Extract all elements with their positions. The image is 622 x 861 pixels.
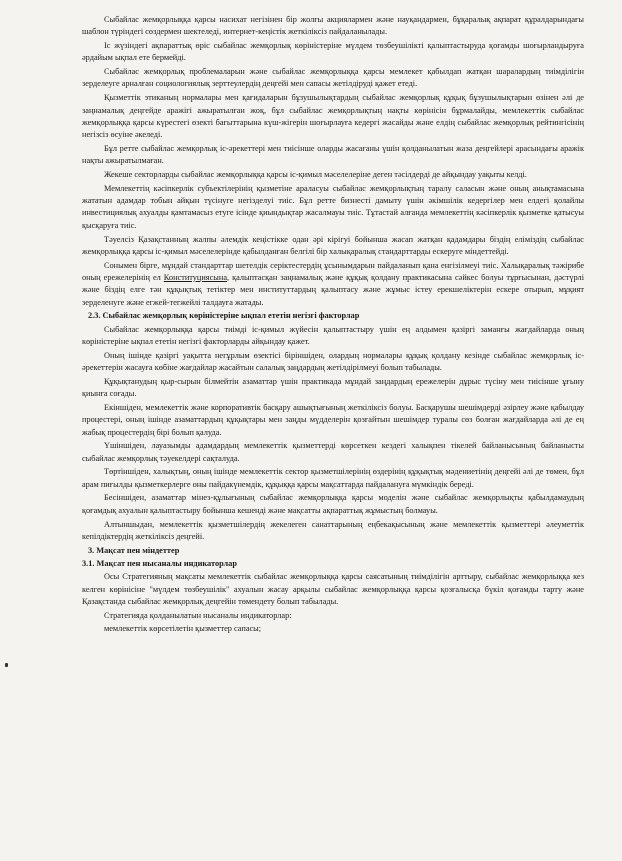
paragraph-2: Іс жүзіндегі ақпараттық өріс сыбайлас жемқорлық көріністеріне мүлдем төзбеушілікті қалыптастыруда қоғамды шоғырландыруға әрдайым ықпал ете бермейді. <box>82 41 584 63</box>
paragraph-3: Сыбайлас жемқорлық проблемаларын және сыбайлас жемқорлыққа қарсы мемлекет қабылдап жатқан шаралардың тиімділігін зерделеуге арналған социологиялық зерттеулердің деңгейі мен сапасы жетілдіруді қажет етеді. <box>82 67 584 89</box>
factor-paragraph-3: Құқықтанудың қыр-сырын білмейтін азаматтар үшін практикада мұндай заңдардың ережелерін дұрыс түсіну мен тиісінше ұғыну қиынға соғады. <box>82 376 584 399</box>
paragraph-9-end: , қалыптасқан заңнамалық және құқық қолдану практикасына сәйкес болуы тұрғысынан, дәстүрлі және біздің елге тән құқықтық тетіктер мен институттардың қалыптасу және жұмыс істеу ерекшеліктерін ескере отырып, мұқият зерделенуге және егжей-тегжейлі талдауға жатады. <box>82 272 584 307</box>
paragraph-8: Тәуелсіз Қазақстанның жалпы әлемдік кеңістікке одан әрі кірігуі бойынша жасап жатқан қадамдары біздің еліміздің сыбайлас жемқорлыққа қарсы іс-қимыл мәселелерінде қабылданған белгілі бір халықаралық стандарттарды ескеруге міндеттейді. <box>82 234 584 256</box>
paragraph-7: Мемлекеттің кәсіпкерлік субъектілерінің қызметіне араласуы сыбайлас жемқорлықтың таралу саласын және оның анықтамасына жататын адамдар тобын айқын түсінуге негізделуі тиіс. Бұл ретте бизнесті дамыту үшін әкімшілік кедергілер мен елдегі қолайлы инвестициялық ахуалды қамтамасыз етуге ісінде қиындықтар жасалмауы тиіс. Тұтастай алғанда мемлекеттің кәсіпкерлік қызметке қатысуы қысқаруға тиіс. <box>82 183 584 230</box>
factor-paragraph-6: Төртіншіден, халықтың, оның ішінде мемлекеттік сектор қызметшілерінің өздерінің құқықтық мәдениетінің деңгейі әлі де төмен, бұл арам пиғылды қызметкерлерге оны пайдакүнемдік, құқыққа қарсы мақсаттарда пайдалануға мүмкіндік береді. <box>82 467 584 489</box>
goal-paragraph-3: мемлекеттік көрсетілетін қызметтер сапасы; <box>104 624 262 634</box>
section-factors <box>82 324 584 544</box>
paragraph-5: Бұл ретте сыбайлас жемқорлық іс-әрекеттері мен тиісінше оларды жасағаны үшін қолданылатын жаза деңгейлері арасындағы аражік нақты ажыратылмаған. <box>82 143 584 166</box>
section-heading-2-3: 2.3. Сыбайлас жемқорлық көріністеріне ықпал ететін негізгі факторлар <box>88 311 360 321</box>
factor-paragraph-5: Үшіншіден, лауазымды адамдардың мемлекеттік қызметтерді көрсеткен кездегі халықпен тікелей байланысының байланысты сыбайлас жемқорлық тәуекелдері сақталуда. <box>82 441 584 463</box>
section-heading-3: 3. Мақсат пен міндеттер <box>88 545 180 555</box>
goal-paragraph-2: Стратегияда қолданылатын нысаналы индикаторлар: <box>104 610 292 620</box>
goal-paragraph-1: Осы Стратегияның мақсаты мемлекеттік сыбайлас жемқорлыққа қарсы саясатының тиімділігін арттыру, сыбайлас жемқорлыққа кез келген көрінісіне "мүлдем төзбеушілік" ахуалын жасау арқылы сыбайлас жемқорлыққа қарсы қозғалысқа бүкіл қоғамды тарту және Қазақстанда сыбайлас жемқорлық деңгейін төмендету болып табылады. <box>82 572 584 606</box>
paragraph-4: Қызметтік этиканың нормалары мен қағидаларын бұзушылықтардың сыбайлас жемқорлық құқық бұзушылықтарын өзінен әлі де заңнамалық деңгейде аражігі ажыратылған жоқ, бұл сыбайлас жемқорлықтың нақты көрінісін бұрмалайды, мемлекеттік сыбайлас жемқорлыққа қарсы күрестегі өзекті бағыттарына күш-жігерін шоғырлауға кедергі жасайды және елдің сыбайлас жемқорлық рейтингісінің негізсіз өсуіне әкеледі. <box>82 93 584 140</box>
section-goals <box>82 571 584 635</box>
paragraph-6: Жекеше секторларды сыбайлас жемқорлыққа қарсы іс-қимыл мәселелеріне деген тәсілдерді де айқындау уақыты келді. <box>104 170 527 180</box>
factor-paragraph-2: Оның ішінде қазіргі уақытта негұрлым өзектісі біріншіден, олардың нормалары құқық қолдану кезінде сыбайлас жемқорлық іс-әрекеттерін жасауға көбіне жағдайлар жасайтын салалық заңдардың жетілдірілмеуі болып табылады. <box>82 350 584 373</box>
factor-paragraph-4: Екіншіден, мемлекеттік және корпоративтік басқару ашықтығының жеткіліксіз болуы. Басқарушы шешімдерді әзірлеу және қабылдау процестері, оның ішінде азаматтардың құқықтары мен заңды мүдделерін қозғайтын шешімдер туралы сөз болған жағдайларда әлі де ең жабық процестердің бірі болып қалуда. <box>82 402 584 437</box>
constitution-link[interactable]: Конституциясына <box>163 272 227 282</box>
factor-paragraph-7: Бесіншіден, азаматтар мінез-құлығының сыбайлас жемқорлыққа қарсы моделін және сыбайлас жемқорлықты қабылдамаудың қоғамдық ахуалын қалыптастыру бойынша кешенді және мақсатты ақпараттық жұмыстың болмауы. <box>82 493 584 515</box>
factor-paragraph-8: Алтыншыдан, мемлекеттік қызметшілердің жекелеген санаттарының еңбекақысының және мемлекеттік қызметтері әлеуметтік кепілдіктердің жеткіліксіз деңгейі. <box>82 519 584 541</box>
section-heading-3-1: 3.1. Мақсат пен нысаналы индикаторлар <box>82 558 237 568</box>
paragraph-9-start: Сонымен бірге, мұндай стандарттар шетелдік серіктестердің ұсынымдарын пайдаланып қана енгізілмеуі тиіс. Халықаралық тәжірибе оның ережелерінің ел <box>82 260 584 282</box>
paragraph-9 <box>82 260 584 309</box>
paragraph-1: Сыбайлас жемқорлыққа қарсы насихат негізінен бір жолғы акциялармен және науқандармен, бұқаралық ақпарат құралдарындағы шаблон түріндегі сөздермен шектеледі, интернет-кеңістік жеткіліксіз пайдаланылады. <box>82 15 584 37</box>
scan-speck <box>5 663 8 667</box>
factor-paragraph-1: Сыбайлас жемқорлыққа қарсы тиімді іс-қимыл жүйесін қалыптастыру үшін ең алдымен қазіргі заманғы жағдайларда оның көріністеріне ықпал ететін негізгі факторларды айқындау қажет. <box>82 324 584 346</box>
section-intro <box>82 14 584 309</box>
